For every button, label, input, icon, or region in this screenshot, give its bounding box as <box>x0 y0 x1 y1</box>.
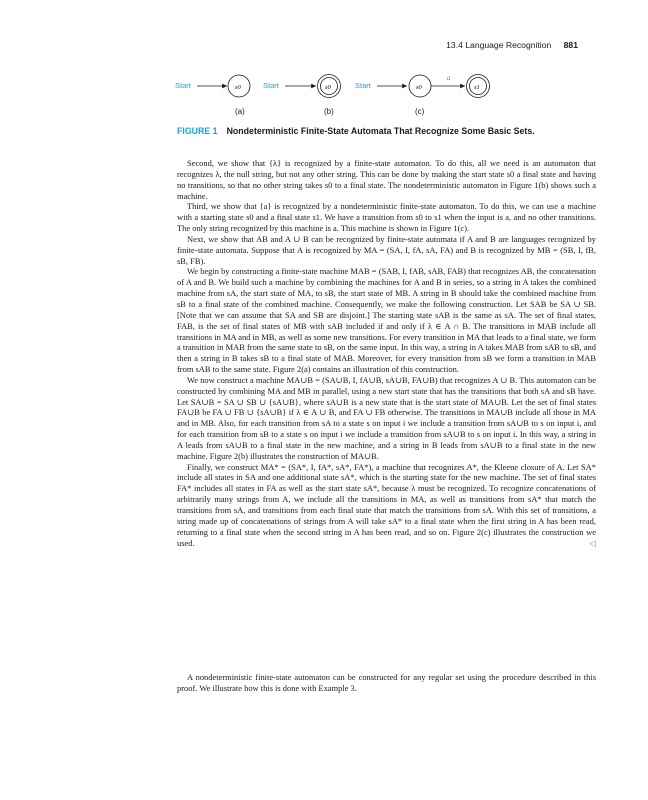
paragraph-kleene <box>177 462 596 549</box>
state-c-s0-label: s0 <box>416 84 422 91</box>
figure-caption <box>177 126 535 136</box>
page-number: 881 <box>563 40 578 50</box>
sublabel-b: (b) <box>324 107 334 116</box>
sublabel-a: (a) <box>235 107 245 116</box>
paragraph-closing: A nondeterministic finite-state automaton can be constructed for any regular set using the procedure described in this proof. We illustrate how this is done with Example 3. <box>177 672 596 693</box>
start-label-b: Start <box>263 81 279 90</box>
figure-label: FIGURE 1 <box>177 126 218 136</box>
paragraph-a: Third, we show that {a} is recognized by a nondeterministic finite-state automaton. To do this, we can use a machine with a starting state s0 and a final state s1. We have a transition from s0 to s1 when the input is a, and no other transitions. The only string recognized by this machine is a. This machine is shown in Figure 1(c). <box>177 201 596 234</box>
figure-caption-text: Nondeterministic Finite-State Automata That Recognize Some Basic Sets. <box>226 126 535 136</box>
state-b-s0-label: s0 <box>325 84 331 91</box>
paragraph-concatenation: We begin by constructing a finite-state machine MAB = (SAB, I, fAB, sAB, FAB) that recognizes AB, the concatenation of A and B. We build such a machine by combining the machines for A and B in series, so a string in A takes the combined machine from sA, the start state of MA, to sB, the start state of MB. A string in B should take the combined machine from sB to a final state of the combined machine. Consequently, we make the following construction. Let SAB be SA ∪ SB. [Note that we can assume that SA and SB are disjoint.] The starting state sAB is the same as sA. The set of final states, FAB, is the set of final states of MB with sAB included if and only if λ ∈ A ∩ B. The transitions in MAB include all transitions in MA and in MB, as well as some new transitions. For every transition in MA that leads to a final state, we form a transition in MAB from the same state to sB, on the same input. In this way, a string in A takes MAB from sAB to sB, and then a string in B takes sB to a final state of MAB. Moreover, for every transition from sB we form a transition in MAB from sAB to the same state. Figure 2(a) contains an illustration of this construction. <box>177 266 596 375</box>
paragraph-kleene-text: Finally, we construct MA* = (SA*, I, fA*, sA*, FA*), a machine that recognizes A*, the Kleene closure of A. Let SA* include all states in SA and one additional state sA*, which is the starting state for the new machine. The set of final states FA* includes all states in FA as well as the start state sA*, because λ must be recognized. To recognize concatenations of arbitrarily many strings from A, we include all the transitions in MA, as well as transitions from sA* that match the transitions from sA, and transitions from each final state that match the transitions from sA. With this set of transitions, a string made up of concatenations of strings from A will take sA* to a final state when the first string in A has been read, returning to a final state when the second string in A has been read, and so on. Figure 2(c) illustrates the construction we used. <box>177 461 596 548</box>
state-c-s1-label: s1 <box>474 84 480 91</box>
running-header <box>446 40 578 50</box>
state-a-s0-label: s0 <box>235 84 241 91</box>
closing-text <box>177 672 596 694</box>
paragraph-union: We now construct a machine MA∪B = (SA∪B, I, fA∪B, sA∪B, FA∪B) that recognizes A ∪ B. This automaton can be constructed by combining MA and MB in parallel, using a new start state that has the transitions that both sA and sB have. Let SA∪B = SA ∪ SB ∪ {sA∪B}, where sA∪B is a new state that is the start state of MA∪B. Let the set of final states FA∪B be FA ∪ FB ∪ {sA∪B} if λ ∈ A ∪ B, and FA ∪ FB otherwise. The transitions in MA∪B include all those in MA and in MB. Also, for each transition from sA to a state s on input i we include a transition from sA∪B to s on input i, and for each transition from sB to a state s on input i we include a transition from sA∪B to s on input i. In this way, a string in A leads from sA∪B to a final state in the new machine, and a string in B leads from sA∪B to a final state in the new machine. Figure 2(b) illustrates the construction of MA∪B. <box>177 374 596 461</box>
figure-1-diagram <box>175 66 535 116</box>
paragraph-next: Next, we show that AB and A ∪ B can be recognized by finite-state automata if A and B are languages recognized by finite-state automata. Suppose that A is recognized by MA = (SA, I, fA, sA, FA) and B is recognized by MB = (SB, I, fB, sB, FB). <box>177 233 596 266</box>
transition-label-a: a <box>447 74 451 82</box>
proof-end-marker: ◁ <box>589 537 596 548</box>
start-label-c: Start <box>355 81 371 90</box>
sublabel-c: (c) <box>415 107 425 116</box>
start-label-a: Start <box>175 81 191 90</box>
section-title: 13.4 Language Recognition <box>446 40 552 50</box>
paragraph-lambda: Second, we show that {λ} is recognized by a finite-state automaton. To do this, all we need is an automaton that recognizes λ, the null string, but not any other string. This can be done by making the start state s0 a final state and having no transitions, so that no other string takes s0 to a final state. The nondeterministic automaton in Figure 1(b) shows such a machine. <box>177 158 596 201</box>
body-text <box>177 158 596 548</box>
